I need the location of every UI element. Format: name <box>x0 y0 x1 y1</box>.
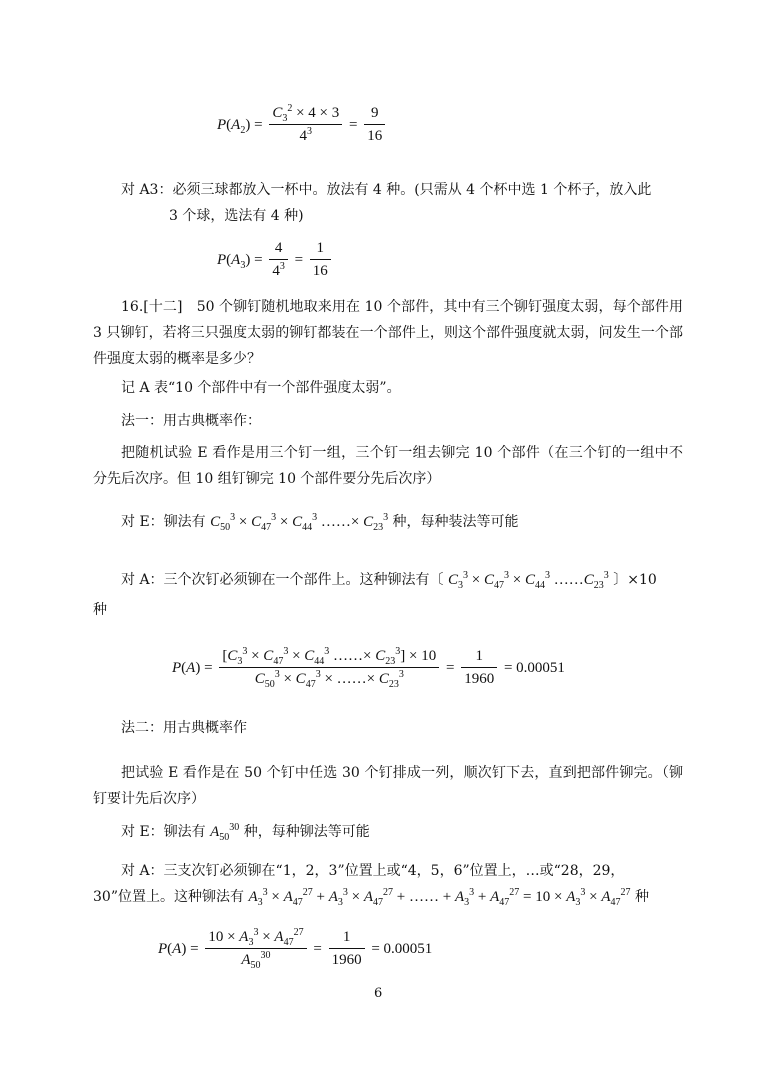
pa2-result-denominator: 16 <box>367 128 383 144</box>
method2-a-suffix: 种 <box>634 889 649 905</box>
method1-e-line <box>121 512 519 532</box>
method2-a-line2 <box>93 887 649 907</box>
method2-title: 法二：用古典概率作 <box>121 720 247 736</box>
method2-a-prefix: 30”位置上。这种铆法有 <box>93 889 244 905</box>
method2-e-line <box>121 822 370 842</box>
page-number: 6 <box>374 986 383 1001</box>
definition-a: 记 A 表“10 个部件中有一个部件强度太弱”。 <box>121 380 401 396</box>
m1-result-denominator: 1960 <box>464 671 495 687</box>
formula-method2: P(A) = $\frac{10 \times A_3^3 \times A_{47}^{27}}{A_{50}^{30}}$ = $\frac{1}{1960}$ = 0.00051 <box>158 927 433 971</box>
method1-a-suffix: 〕×10 <box>613 572 657 588</box>
method1-e-prefix: 对 E：铆法有 <box>121 514 206 530</box>
paragraph-a3-line2: 3 个球，选法有 4 种) <box>169 208 304 224</box>
method2-description: 把试验 E 看作是在 50 个钉中任选 30 个钉排成一列，顺次钉下去，直到把部件铆完。（铆钉要计先后次序） <box>93 765 683 807</box>
method1-a-prefix: 对 A：三个次钉必须铆在一个部件上。这种铆法有〔 <box>121 572 444 588</box>
method2-e-suffix: 种，每种铆法等可能 <box>243 824 370 840</box>
method1-a-line2: 种 <box>93 602 107 618</box>
m2-result-denominator: 1960 <box>331 952 362 968</box>
formula-pa3: $P(A_3)$ = $\frac{4}{4^3}$ = $\frac{1}{16}$ <box>217 239 334 280</box>
formula-pa2: $P(A_2)$ = $\frac{C_3^2 \times 4 \times 3}{4^3}$ = $\frac{9}{16}$ <box>217 104 388 145</box>
method1-description: 把随机试验 E 看作是用三个钉一组，三个钉一组去铆完 10 个部件（在三个钉的一组中不分先后次序。但 10 组钉铆完 10 个部件要分先后次序） <box>93 445 683 487</box>
method2-e-formula: $A_{50}^{30}$ <box>210 822 240 843</box>
method2-e-prefix: 对 E：铆法有 <box>121 824 206 840</box>
pa3-numerator: 4 <box>269 239 288 260</box>
method1-e-suffix: 种，每种装法等可能 <box>392 514 519 530</box>
m1-result-numerator: 1 <box>461 647 497 668</box>
method1-a-line <box>121 570 657 590</box>
method2-a-formula: $A_3^3 \times A_{47}^{27} + A_3^3 \times A_{47}^{27}$ + …… + $A_3^3 + A_{47}^{27} = 10 \times A_3^3 \times A_{47}^{27}$ <box>248 887 631 908</box>
method1-e-formula: $C_{50}^3 \times C_{47}^3 \times C_{44}^3$ ……× $C_{23}^3$ <box>210 512 389 533</box>
m2-result-value: = 0.00051 <box>371 940 433 957</box>
problem-16-text: 16.[十二] 50 个铆钉随机地取来用在 10 个部件，其中有三个铆钉强度太弱，每个部件用 3 只铆钉，若将三只强度太弱的铆钉都装在一个部件上，则这个部件强度就太弱，问发生一个部件强度太弱的概率是多少？ <box>93 299 683 367</box>
method1-title: 法一：用古典概率作： <box>121 413 261 429</box>
pa3-result-denominator: 16 <box>312 263 328 279</box>
method1-a-formula: $C_3^3 \times C_{47}^3 \times C_{44}^3$ $\dots\dots C_{23}^3$ <box>448 570 609 591</box>
m2-result-numerator: 1 <box>329 928 365 949</box>
paragraph-a3-line1: 对 A3：必须三球都放入一杯中。放法有 4 种。(只需从 4 个杯中选 1 个杯子，放入此 <box>121 182 652 198</box>
formula-method1: P(A) = $\frac{[C_3^3 \times C_{47}^3 \times C_{44}^3 \dots\dots\times C_{23}^3] \times 10}{C_{50}^3 \times C_{47}^3 \times \dots\dots\times C_{23}^3}$ = $\frac{1}{1960}$ = 0.00051 <box>172 646 565 690</box>
method2-a-line1: 对 A：三支次钉必须铆在“1，2，3”位置上或“4，5，6”位置上，…或“28，29， <box>121 863 625 879</box>
pa3-result-numerator: 1 <box>310 239 331 260</box>
m1-result-value: = 0.00051 <box>503 659 565 676</box>
pa2-result-numerator: 9 <box>364 104 385 125</box>
